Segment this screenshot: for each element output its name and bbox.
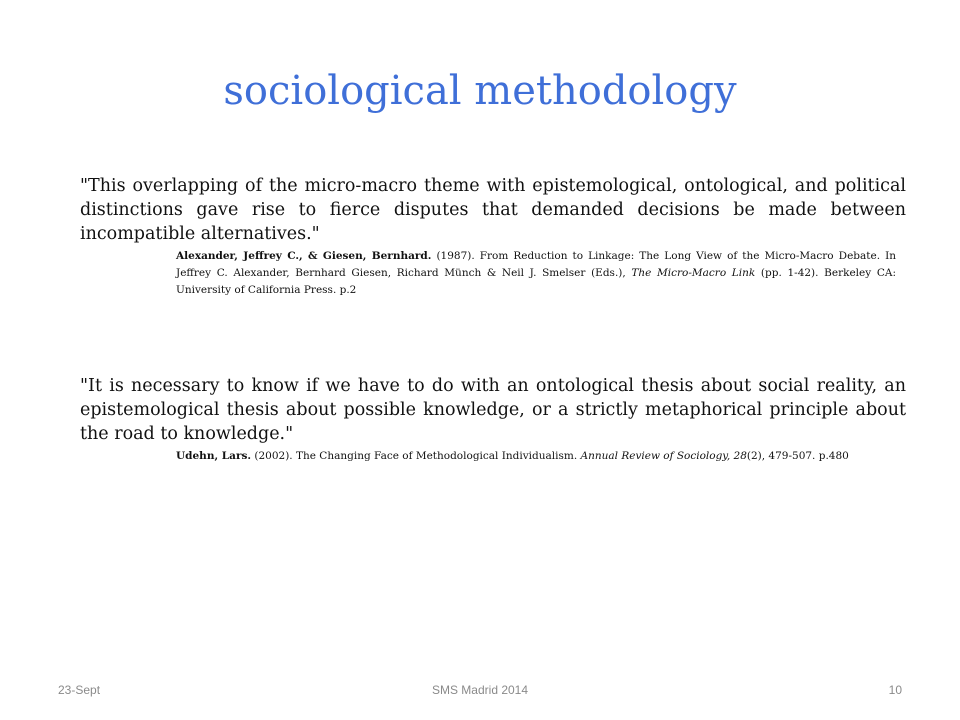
citation-1-book-title: The Micro-Macro Link xyxy=(631,267,756,279)
citation-1-text: (1987). From Reduction to Linkage: The Long View of the Micro-Macro Debate. In Jeffrey C. Alexander, Bernhard Giesen, Richard Münch & Neil J. Smelser (Eds.), xyxy=(176,250,896,279)
quote-1: "This overlapping of the micro-macro theme with epistemological, ontological, and political distinctions gave rise to fierce disputes that demanded decisions be made between incompatible alternatives." xyxy=(80,176,906,244)
citation-2-pages: (2), 479-507. p.480 xyxy=(746,450,849,462)
citation-1-author: Alexander, Jeffrey C., & Giesen, Bernhard. xyxy=(176,250,432,262)
footer-page-number: 10 xyxy=(888,683,902,697)
citation-1 xyxy=(176,248,896,299)
quote-2: "It is necessary to know if we have to do with an ontological thesis about social reality, an epistemological thesis about possible knowledge, or a strictly metaphorical principle about the road to knowledge." xyxy=(80,376,906,444)
slide-title: sociological methodology xyxy=(223,68,737,114)
footer-event: SMS Madrid 2014 xyxy=(431,683,529,697)
citation-2-journal: Annual Review of Sociology, 28 xyxy=(580,450,747,462)
citation-1-pages: (pp. 1-42). Berkeley CA: University of California Press. p.2 xyxy=(176,267,896,296)
citation-2-text: (2002). The Changing Face of Methodological Individualism. xyxy=(251,450,581,462)
citation-2 xyxy=(176,448,896,465)
citation-2-author: Udehn, Lars. xyxy=(176,450,252,462)
footer-date: 23-Sept xyxy=(58,683,101,697)
